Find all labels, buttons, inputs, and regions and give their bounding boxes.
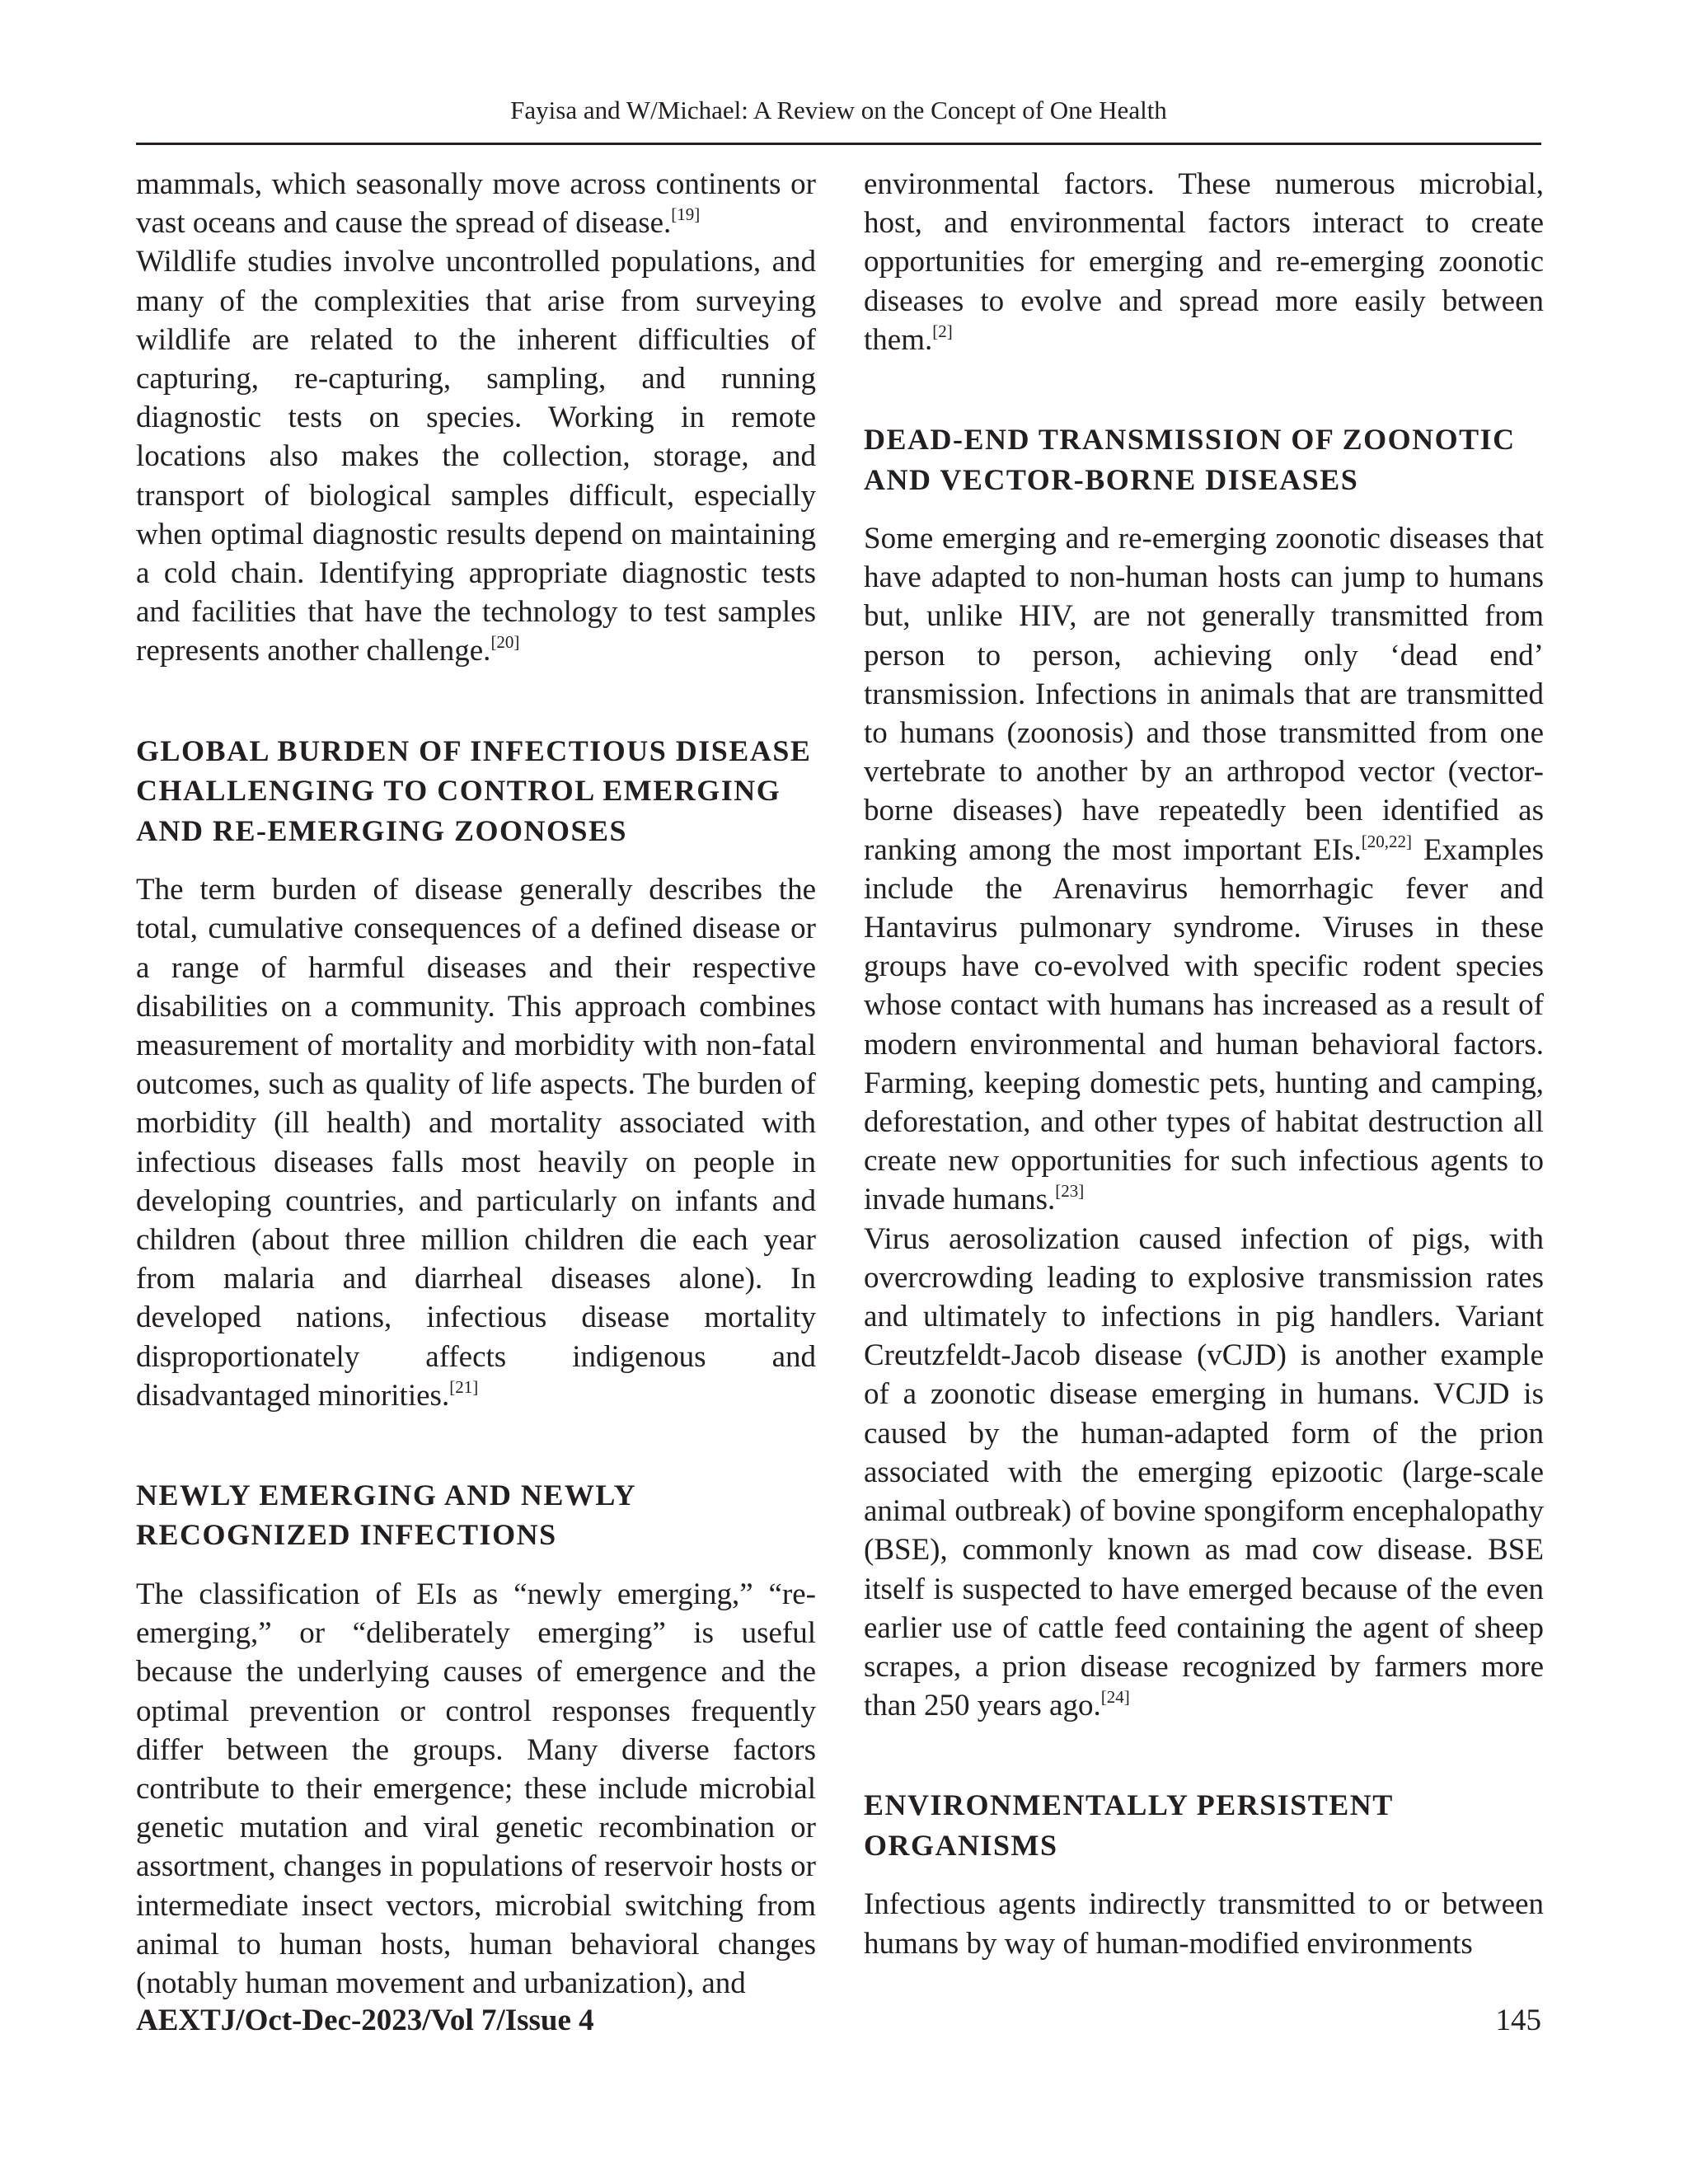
paragraph-text: Virus aerosolization caused infection of pigs, with overcrowding leading to explosive transmission rates and ultimately to infections in pig handlers. Variant Creutzfeldt-Jacob disease (vCJD) is another example of a zoonotic disease emerging in humans. VCJD is caused by the human-adapted form of the prion associated with the emerging epizootic (large-scale animal outbreak) of bovine spongiform encephalopathy (BSE), commonly known as mad cow disease. BSE itself is suspected to have emerged because of the even earlier use of cattle feed containing the agent of sheep scrapes, a prion disease recognized by farmers more than 250 years ago. xyxy=(864,1221,1544,1723)
citation: [19] xyxy=(671,204,701,225)
paragraph-text: Some emerging and re-emerging zoonotic diseases that have adapted to non-human hosts can jump to humans but, unlike HIV, are not generally transmitted from person to person, achieving only ‘dead end’ transmission. Infections in animals that are transmitted to humans (zoonosis) and those transmitted from one vertebrate to another by an arthropod vector (vector-borne diseases) have repeatedly been identified as ranking among the most important EIs. xyxy=(864,522,1544,867)
citation: [20] xyxy=(490,632,520,653)
right-paragraph-1 xyxy=(864,165,1544,359)
left-paragraph-3 xyxy=(136,870,816,1415)
header-rule xyxy=(136,143,1541,145)
right-column xyxy=(864,165,1544,1963)
left-paragraph-2 xyxy=(136,242,816,670)
left-paragraph-1 xyxy=(136,165,816,242)
section-heading-global-burden: GLOBAL BURDEN OF INFECTIOUS DISEASE CHALLENGING TO CONTROL EMERGING AND RE-EMERGING ZOONOSES xyxy=(136,733,812,847)
citation: [23] xyxy=(1055,1181,1085,1202)
right-paragraph-3 xyxy=(864,1220,1544,1726)
paragraph-text: The term burden of disease generally describes the total, cumulative consequences of a defined disease or a range of harmful diseases and their respective disabilities on a community. This approach combines measurement of mortality and morbidity with non-fatal outcomes, such as quality of life aspects. The burden of morbidity (ill health) and mortality associated with infectious diseases falls most heavily on people in developing countries, and particularly on infants and children (about three million children die each year from malaria and diarrheal diseases alone). In developed nations, infectious disease mortality disproportionately affects indigenous and disadvantaged minorities. xyxy=(136,873,816,1413)
left-column xyxy=(136,165,816,2003)
left-paragraph-4 xyxy=(136,1575,816,2003)
section-heading-newly-emerging: NEWLY EMERGING AND NEWLY RECOGNIZED INFECTIONS xyxy=(136,1478,635,1552)
paragraph-text: Wildlife studies involve uncontrolled populations, and many of the complexities that arise from surveying wildlife are related to the inherent difficulties of capturing, re-capturing, sampling, and running diagnostic tests on species. Working in remote locations also makes the collection, storage, and transport of biological samples difficult, especially when optimal diagnostic results depend on maintaining a cold chain. Identifying appropriate diagnostic tests and facilities that have the technology to test samples represents another challenge. xyxy=(136,245,816,668)
page-number: 145 xyxy=(1495,2004,1541,2037)
citation: [21] xyxy=(449,1376,479,1397)
running-head: Fayisa and W/Michael: A Review on the Concept of One Health xyxy=(510,96,1167,124)
paragraph-text: mammals, which seasonally move across continents or vast oceans and cause the spread of disease. xyxy=(136,167,816,241)
citation: [2] xyxy=(932,321,953,341)
section-heading-dead-end: DEAD-END TRANSMISSION OF ZOONOTIC AND VECTOR-BORNE DISEASES xyxy=(864,423,1516,496)
footer-journal-info: AEXTJ/Oct-Dec-2023/Vol 7/Issue 4 xyxy=(136,2004,594,2037)
paragraph-text: Infectious agents indirectly transmitted to or between humans by way of human-modified environments xyxy=(864,1887,1544,1961)
citation: [24] xyxy=(1100,1687,1130,1708)
citation: [20,22] xyxy=(1361,831,1412,851)
paragraph-text: Examples include the Arenavirus hemorrhagic fever and Hantavirus pulmonary syndrome. Viruses in these groups have co-evolved with specific rodent species whose contact with humans has increased as a result of modern environmental and human behavioral factors. Farming, keeping domestic pets, hunting and camping, deforestation, and other types of habitat destruction all create new opportunities for such infectious agents to invade humans. xyxy=(864,832,1544,1217)
section-heading-environmentally-persistent: ENVIRONMENTALLY PERSISTENT ORGANISMS xyxy=(864,1788,1394,1862)
paragraph-text: The classification of EIs as “newly emerging,” “re-emerging,” or “deliberately emerging” is useful because the underlying causes of emergence and the optimal prevention or control responses frequently differ between the groups. Many diverse factors contribute to their emergence; these include microbial genetic mutation and viral genetic recombination or assortment, changes in populations of reservoir hosts or intermediate insect vectors, microbial switching from animal to human hosts, human behavioral changes (notably human movement and urbanization), and xyxy=(136,1577,816,2001)
right-paragraph-4 xyxy=(864,1885,1544,1962)
right-paragraph-2 xyxy=(864,519,1544,1220)
paragraph-text: environmental factors. These numerous microbial, host, and environmental factors interact to create opportunities for emerging and re-emerging zoonotic diseases to evolve and spread more easily between them. xyxy=(864,167,1544,357)
